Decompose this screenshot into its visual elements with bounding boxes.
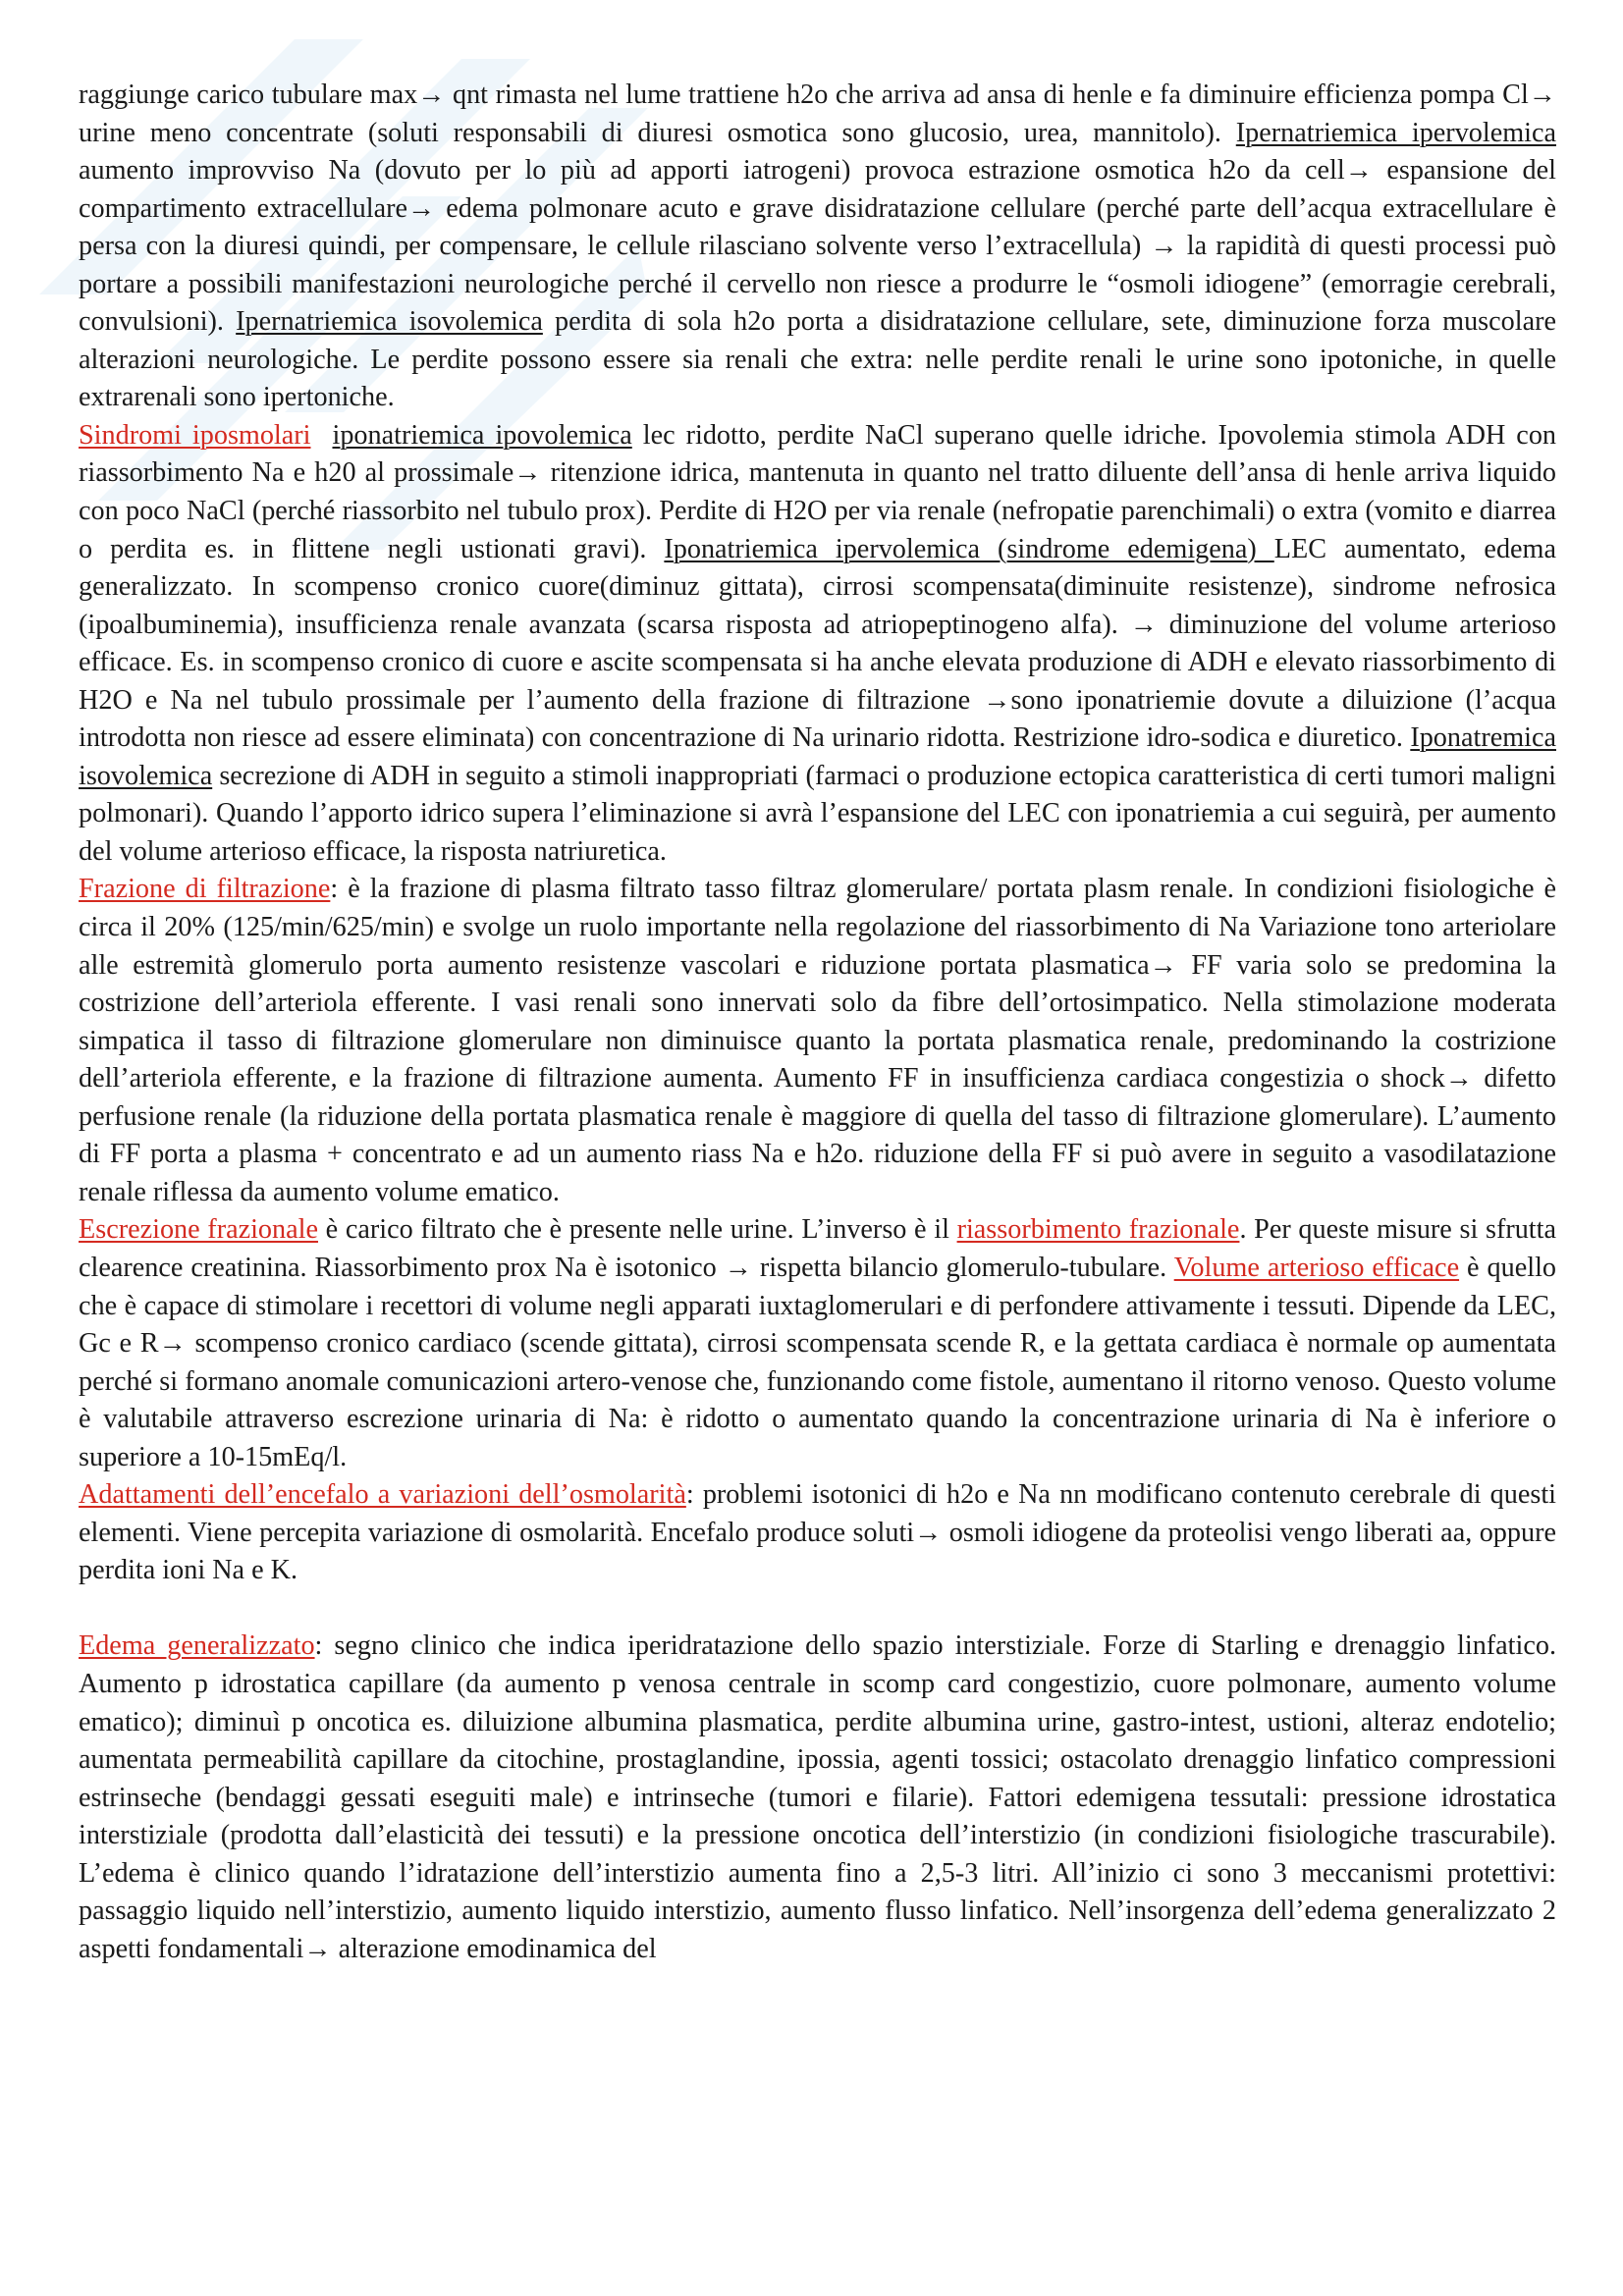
text-segment [311, 420, 333, 451]
paragraph-ipernatriemia [79, 77, 1556, 417]
text-segment: è quello che è capace di stimolare i recettori di volume negli apparati iuxtaglomerulari e di perfondere attivamente i tessuti. Dipende da LEC, Gc e R→ scompenso cronico cardiaco (scende gittata), cirrosi scompensata scende R, e la gettata cardiaca è normale op aumentata perché si formano anomale comunicazioni artero-venose che, funzionando come fistole, aumentano il ritorno venoso. Questo volume è valutabile attraverso escrezione urinaria di Na: è ridotto o aumentato quando la concentrazione urinaria di Na è inferiore o superiore a 10-15mEq/l. [79, 1252, 1556, 1472]
term-iponatremica-isovolemica: Iponatremica isovolemica [79, 722, 1556, 791]
text-segment: : problemi isotonici di h2o e Na nn modificano contenuto cerebrale di questi elementi. Viene percepita variazione di osmolarità. Encefalo produce soluti→ osmoli idiogene da proteolisi vengo liberati aa, oppure perdita ioni Na e K. [79, 1479, 1556, 1586]
text-segment: LEC aumentato, edema generalizzato. In scompenso cronico cuore(diminuz gittata), cirrosi scompensata(diminuite resistenze), sindrome nefrosica (ipoalbuminemia), insufficienza renale avanzata (scarsa risposta ad atriopeptinogeno alfa). → diminuzione del volume arterioso efficace. Es. in scompenso cronico di cuore e ascite scompensata si ha anche elevata produzione di ADH e elevato riassorbimento di H2O e Na nel tubulo prossimale per l’aumento della frazione di filtrazione →sono iponatriemie dovute a diluizione (l’acqua introdotta non riesce ad essere eliminata) con concentrazione di Na urinario ridotta. Restrizione idro-sodica e diuretico. [79, 533, 1556, 754]
heading-adattamenti-encefalo: Adattamenti dell’encefalo a variazioni dell’osmolarità [79, 1479, 686, 1511]
heading-edema-generalizzato: Edema generalizzato [79, 1630, 315, 1662]
term-ipernatriemica-ipervolemica: Ipernatriemica ipervolemica [1235, 117, 1556, 148]
term-iponatriemica-ipervolemica: Iponatriemica ipervolemica (sindrome edemigena) [664, 533, 1274, 564]
text-segment: : segno clinico che indica iperidratazione dello spazio interstiziale. Forze di Starling e drenaggio linfatico. Aumento p idrostatica capillare (da aumento p venosa centrale in scomp card congestizio, cuore polmonare, aumento volume ematico); diminuì p oncotica es. diluizione albumina plasmatica, perdite albumina urine, gastro-intest, ustioni, alteraz endotelio; aumentata permeabilità capillare da citochine, prostaglandine, ipossia, agenti tossici; ostacolato drenaggio linfatico compressioni estrinseche (bendaggi gessati eseguiti male) e intrinseche (tumori e filarie). Fattori edemigena tessutali: pressione idrostatica interstiziale (prodotta dall’elasticità dei tessuti) e la pressione oncotica dell’interstizio (in condizioni fisiologiche trascurabile). L’edema è clinico quando l’idratazione dell’interstizio aumenta fino a 2,5-3 litri. All’inizio ci sono 3 meccanismi protettivi: passaggio liquido nell’interstizio, aumento liquido interstizio, aumento flusso linfatico. Nell’insorgenza dell’edema generalizzato 2 aspetti fondamentali→ alterazione emodinamica del [79, 1630, 1556, 1964]
heading-escrezione-frazionale: Escrezione frazionale [79, 1214, 318, 1246]
text-segment: raggiunge carico tubulare max→ qnt rimasta nel lume trattiene h2o che arriva ad ansa di henle e fa diminuire efficienza pompa Cl→ urine meno concentrate (soluti responsabili di diuresi osmotica sono glucosio, urea, mannitolo). [79, 80, 1556, 148]
text-segment: è carico filtrato che è presente nelle urine. L’inverso è il [317, 1214, 957, 1246]
text-segment: secrezione di ADH in seguito a stimoli inappropriati (farmaci o produzione ectopica caratteristica di certi tumori maligni polmonari). Quando l’apporto idrico supera l’eliminazione si avrà l’espansione del LEC con iponatriemia a cui seguirà, per aumento del volume arterioso efficace, la risposta natriuretica. [79, 760, 1556, 867]
term-ipernatriemica-isovolemica: Ipernatriemica isovolemica [236, 306, 543, 338]
text-segment: . Per queste misure si sfrutta clearence creatinina. Riassorbimento prox Na è isotonico → rispetta bilancio glomerulo-tubulare. [79, 1214, 1556, 1283]
text-segment: : è la frazione di plasma filtrato tasso filtraz glomerulare/ portata plasm renale. In condizioni fisiologiche è circa il 20% (125/min/625/min) e svolge un ruolo importante nella regolazione del riassorbimento di Na Variazione tono arteriolare alle estremità glomerulo porta aumento resistenze vascolari e riduzione portata plasmatica→ FF varia solo se predomina la costrizione dell’arteriola efferente. I vasi renali sono innervati solo da fibre dell’ortosimpatico. Nella stimolazione moderata simpatica il tasso di filtrazione glomerulare non diminuisce quanto la portata plasmatica renale, predominando la costrizione dell’arteriola efferente, e la frazione di filtrazione aumenta. Aumento FF in insufficienza cardiaca congestizia o shock→ difetto perfusione renale (la riduzione della portata plasmatica renale è maggiore di quella del tasso di filtrazione glomerulare). L’aumento di FF porta a plasma + concentrato e ad un aumento riass Na e h2o. riduzione della FF si può avere in seguito a vasodilatazione renale riflessa da aumento volume ematico. [79, 874, 1557, 1207]
heading-riassorbimento-frazionale: riassorbimento frazionale [956, 1214, 1240, 1246]
paragraph-sindromi-iposmolari [79, 417, 1556, 872]
paragraph-adattamenti-encefalo [79, 1476, 1556, 1590]
text-segment: perdita di sola h2o porta a disidratazione cellulare, sete, diminuzione forza muscolare alterazioni neurologiche. Le perdite possono essere sia renali che extra: nelle perdite renali le urine sono ipotoniche, in quelle extrarenali sono ipertoniche. [79, 306, 1556, 413]
term-iponatriemica-ipovolemica: iponatriemica ipovolemica [332, 419, 632, 451]
text-segment: lec ridotto, perdite NaCl superano quelle idriche. Ipovolemia stimola ADH con riassorbimento Na e h20 al prossimale→ ritenzione idrica, mantenuta in quanto nel tratto diluente dell’ansa di henle arriva liquido con poco NaCl (perché riassorbito nel tubulo prox). Perdite di H2O per via renale (nefropatie parenchimali) o extra (vomito e diarrea o perdita es. in flittene negli ustionati gravi). [79, 419, 1557, 564]
heading-sindromi-iposmolari: Sindromi iposmolari [79, 419, 311, 451]
text-segment: aumento improvviso Na (dovuto per lo più ad apporti iatrogeni) provoca estrazione osmotica h2o da cell→ espansione del compartimento extracellulare→ edema polmonare acuto e grave disidratazione cellulare (perché parte dell’acqua extracellulare è persa con la diuresi quindi, per compensare, le cellule rilasciano solvente verso l’extracellula) → la rapidità di questi processi può portare a possibili manifestazioni neurologiche perché il cervello non riesce a produrre le “osmoli idiogene” (emorragie cerebrali, convulsioni). [79, 155, 1556, 338]
paragraph-frazione-filtrazione [79, 871, 1556, 1211]
heading-frazione-di-filtrazione: Frazione di filtrazione [79, 874, 331, 905]
heading-volume-arterioso-efficace: Volume arterioso efficace [1173, 1252, 1460, 1283]
paragraph-edema-generalizzato [79, 1628, 1556, 1968]
blank-line [79, 1590, 1556, 1629]
paragraph-escrezione-frazionale [79, 1211, 1556, 1476]
document-text [79, 77, 1556, 1968]
